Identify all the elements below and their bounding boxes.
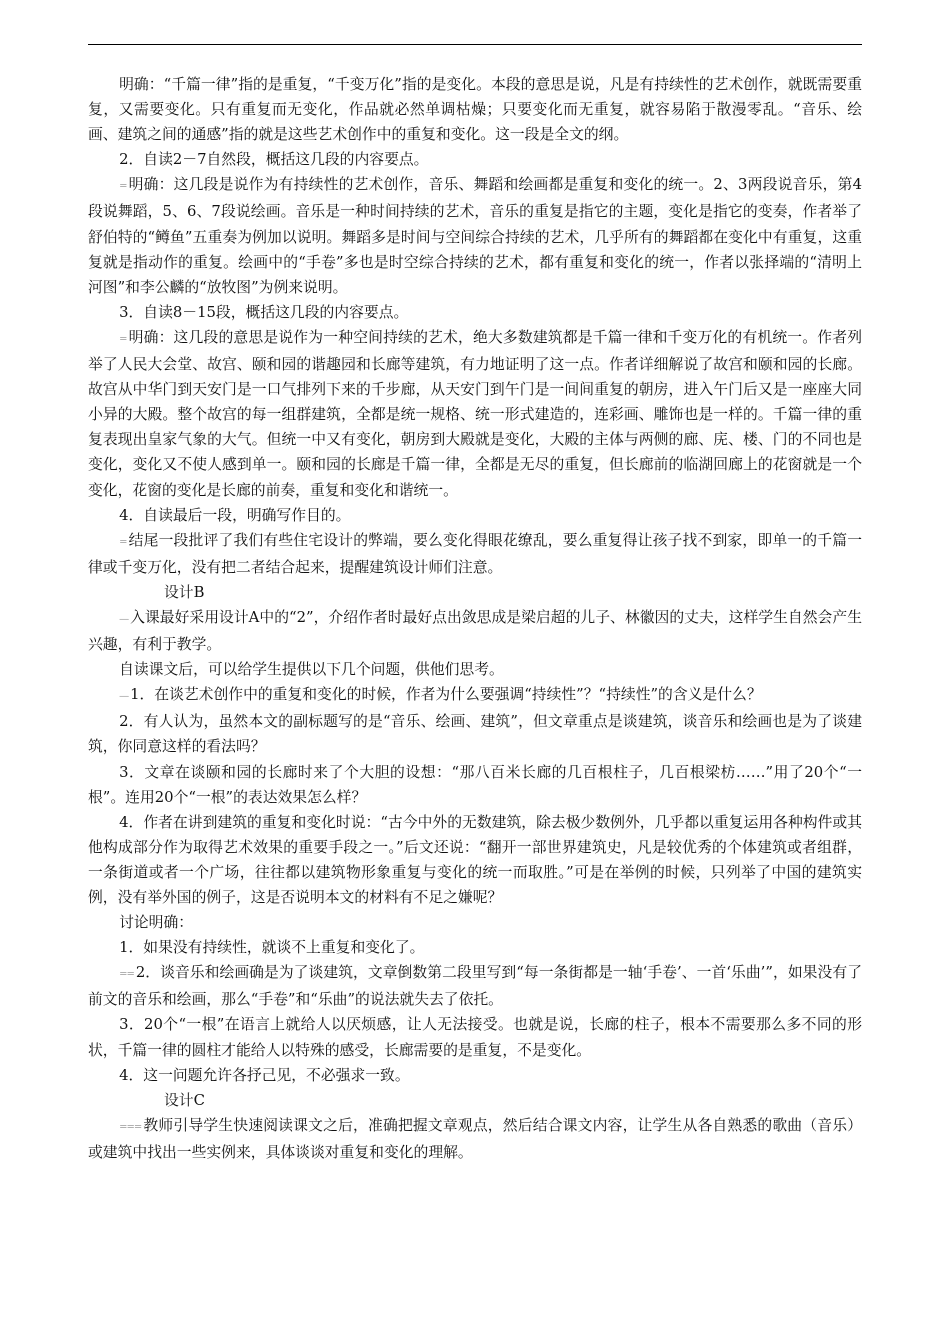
scan-mark-icon: =	[119, 333, 127, 345]
paragraph: 1．如果没有持续性，就谈不上重复和变化了。	[119, 939, 425, 957]
paragraph	[88, 325, 862, 503]
paragraph: 4．自读最后一段，明确写作目的。	[119, 506, 351, 524]
paragraph	[88, 960, 862, 1012]
scan-mark-icon: —	[119, 691, 129, 703]
document-body	[88, 72, 862, 1165]
paragraph: 讨论明确：	[119, 914, 194, 932]
paragraph: 2．有人认为，虽然本文的副标题写的是“音乐、绘画、建筑”，但文章重点是谈建筑，谈音乐和绘画也是为了谈建筑，你同意这样的看法吗？	[88, 713, 862, 756]
paragraph: 3．20个“一根”在语言上就给人以厌烦感，让人无法接受。也就是说，长廊的柱子，根本不需要那么多不同的形状，千篇一律的圆柱才能给人以特殊的感受，长廊需要的是重复，不是变化。	[88, 1016, 862, 1059]
paragraph	[88, 172, 862, 299]
paragraph: 自读课文后，可以给学生提供以下几个问题，供他们思考。	[119, 661, 504, 679]
paragraph-text: 2．谈音乐和绘画确是为了谈建筑，文章倒数第二段里写到“每一条街都是一轴‘手卷’、一首‘乐曲’”，如果没有了前文的音乐和绘画，那么“手卷”和“乐曲”的说法就失去了依托。	[88, 964, 862, 1009]
paragraph-text: 教师引导学生快速阅读课文之后，准确把握文章观点，然后结合课文内容，让学生从各自熟悉的歌曲（音乐）或建筑中找出一些实例来，具体谈谈对重复和变化的理解。	[88, 1116, 862, 1161]
paragraph	[88, 1113, 862, 1165]
scan-mark-icon: —	[119, 613, 129, 625]
paragraph-text: 明确：这几段的意思是说作为一种空间持续的艺术，绝大多数建筑都是千篇一律和千变万化的有机统一。作者列举了人民大会堂、故宫、颐和园的谐趣园和长廊等建筑，有力地证明了这一点。作者详细解说了故宫和颐和园的长廊。故宫从中华门到天安门是一口气排列下来的千步廊，从天安门到午门是一间间重复的朝房，进入午门后又是一座座大同小异的大殿。整个故宫的每一组群建筑，全都是统一规格、统一形式建造的，连彩画、雕饰也是一样的。千篇一律的重复表现出皇家气象的大气。但统一中又有变化，朝房到大殿就是变化，大殿的主体与两侧的廊、庑、楼、门的不同也是变化，变化又不使人感到单一。颐和园的长廊是千篇一律，全都是无尽的重复，但长廊前的临湖回廊上的花窗就是一个变化，花窗的变化是长廊的前奏，重复和变化和谐统一。	[88, 328, 862, 499]
paragraph-text: 1．在谈艺术创作中的重复和变化的时候，作者为什么要强调“持续性”？“持续性”的含义是什么？	[130, 686, 762, 704]
paragraph-text: 结尾一段批评了我们有些住宅设计的弊端，要么变化得眼花缭乱，要么重复得让孩子找不到家，即单一的千篇一律或千变万化，没有把二者结合起来，提醒建筑设计师们注意。	[88, 531, 862, 576]
paragraph: 3．文章在谈颐和园的长廊时来了个大胆的设想：“那八百米长廊的几百根柱子，几百根梁枋……”用了20个“一根”。连用20个“一根”的表达效果怎么样？	[88, 763, 862, 806]
paragraph: 明确：“千篇一律”指的是重复，“千变万化”指的是变化。本段的意思是说，凡是有持续性的艺术创作，就既需要重复，又需要变化。只有重复而无变化，作品就必然单调枯燥；只要变化而无重复，就容易陷于散漫零乱。“音乐、绘画、建筑之间的通感”指的就是这些艺术创作中的重复和变化。这一段是全文的纲。	[88, 76, 862, 144]
scan-mark-icon: =	[119, 181, 127, 193]
paragraph	[88, 682, 862, 709]
header-rule	[88, 44, 862, 45]
paragraph: 4．作者在讲到建筑的重复和变化时说：“古今中外的无数建筑，除去极少数例外，几乎都以重复运用各种构件或其他构成部分作为取得艺术效果的重要手段之一。”后文还说：“翻开一部世界建筑史，凡是较优秀的个体建筑或者组群，一条街道或者一个广场，往往都以建筑物形象重复与变化的统一而取胜。”可是在举例的时候，只列举了中国的建筑实例，没有举外国的例子，这是否说明本文的材料有不足之嫌呢？	[88, 813, 862, 906]
paragraph	[88, 528, 862, 580]
paragraph-text: 明确：这几段是说作为有持续性的艺术创作，音乐、舞蹈和绘画都是重复和变化的统一。2、3两段说音乐，第4段说舞蹈，5、6、7段说绘画。音乐是一种时间持续的艺术，音乐的重复是指它的主题，变化是指它的变奏，作者举了舒伯特的“鳟鱼”五重奏为例加以说明。舞蹈多是时间与空间综合持续的艺术，几乎所有的舞蹈都在变化中有重复，这重复就是指动作的重复。绘画中的“手卷”多也是时空综合持续的艺术，都有重复和变化的统一，作者以张择端的“清明上河图”和李公麟的“放牧图”为例来说明。	[88, 176, 862, 296]
paragraph-text: 入课最好采用设计A中的“2”，介绍作者时最好点出敛思成是梁启超的儿子、林徽因的丈夫，这样学生自然会产生兴趣，有利于教学。	[88, 608, 862, 654]
scan-mark-icon: =	[119, 536, 127, 548]
section-heading: 设计C	[164, 1091, 205, 1109]
paragraph: 2．自读2－7自然段，概括这几段的内容要点。	[119, 151, 429, 169]
paragraph	[88, 605, 862, 657]
scan-mark-icon: ===	[119, 1121, 142, 1133]
section-heading: 设计B	[164, 583, 205, 601]
paragraph: 3．自读8－15段，概括这几段的内容要点。	[119, 303, 409, 321]
scan-mark-icon: ==	[119, 969, 134, 981]
paragraph: 4．这一问题允许各抒己见，不必强求一致。	[119, 1066, 410, 1084]
